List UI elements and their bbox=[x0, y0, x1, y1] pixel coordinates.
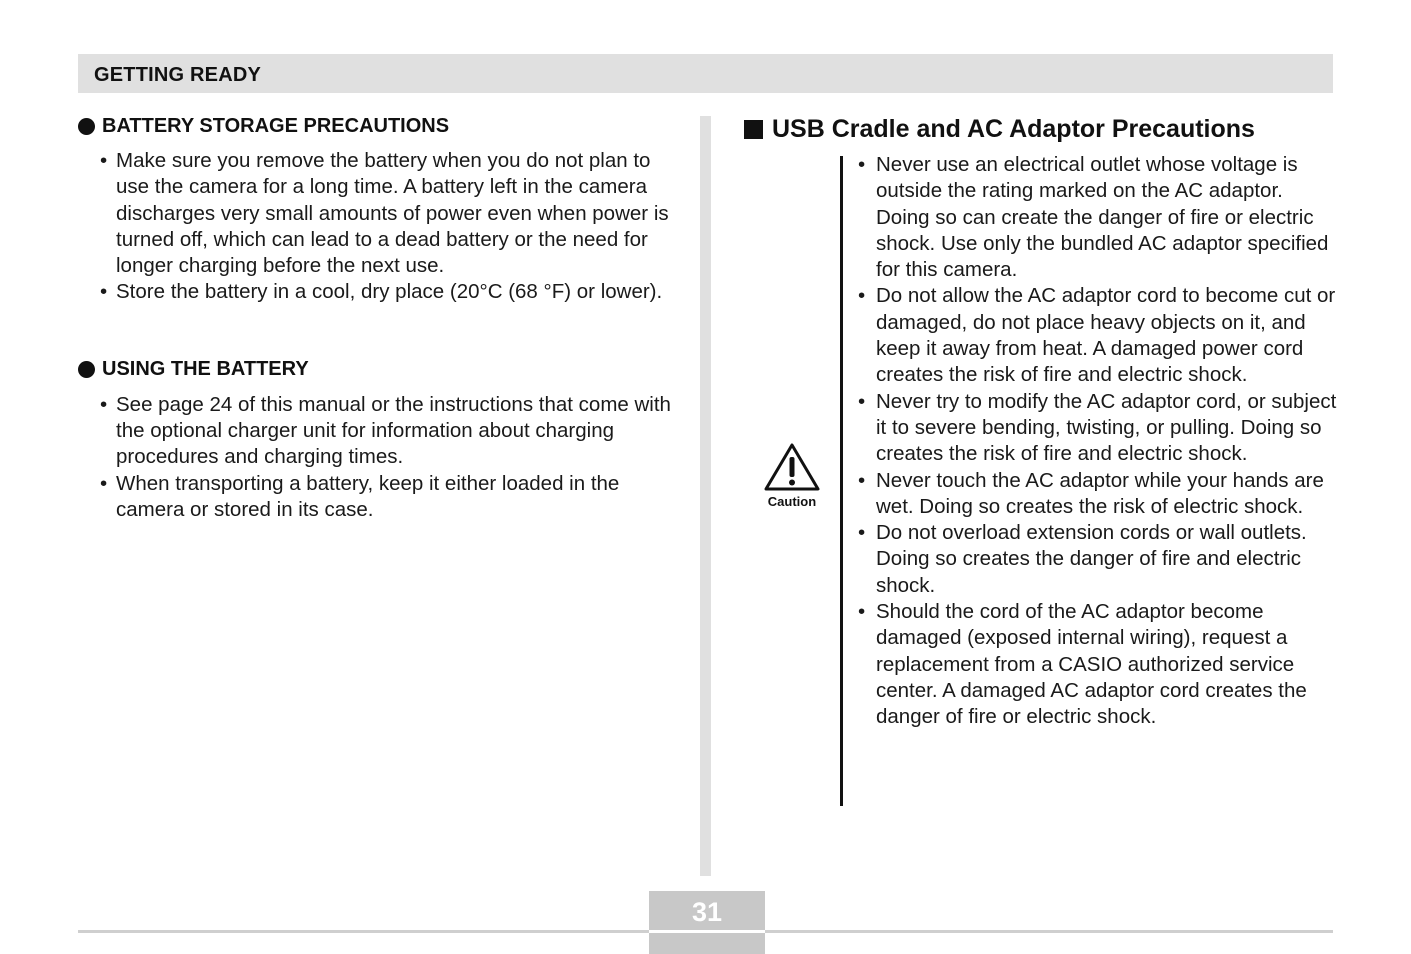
page-number-box bbox=[649, 891, 765, 954]
list-item: • Make sure you remove the battery when you do not plan to use the camera for a long time. A battery left in the camera discharges very small amounts of power even when power is turned off, which can lead to a dead battery or the need for longer charging before the next use. bbox=[100, 149, 669, 278]
warning-triangle-icon bbox=[763, 442, 821, 492]
bullet-icon: • bbox=[100, 471, 108, 495]
heading-text: USB Cradle and AC Adaptor Precautions bbox=[772, 114, 1255, 143]
list-item: • See page 24 of this manual or the instructions that come with the optional charger unit for information about charging procedures and charging times. bbox=[100, 392, 671, 469]
bullet-icon: • bbox=[858, 521, 866, 545]
bullet-icon: • bbox=[100, 280, 108, 304]
bullet-icon: • bbox=[858, 153, 866, 176]
filled-square-icon bbox=[744, 120, 763, 139]
using-battery-list bbox=[78, 392, 678, 523]
list-item: • Never try to modify the AC adaptor cord, or subject it to severe bending, twisting, or pulling. Doing so creates the risk of fire and electric shock. bbox=[858, 389, 1337, 466]
usb-cradle-list-container bbox=[858, 152, 1338, 731]
caution-label: Caution bbox=[767, 494, 817, 509]
list-item: • Never use an electrical outlet whose voltage is outside the rating marked on the AC adaptor. Doing so can create the danger of fire or electric shock. Use only the bundled AC adaptor specified for this camera. bbox=[858, 153, 1329, 282]
bullet-icon: • bbox=[858, 468, 866, 492]
list-item: • Should the cord of the AC adaptor become damaged (exposed internal wiring), request a replacement from a CASIO authorized service center. A damaged AC adaptor cord creates the danger of fire or electric shock. bbox=[858, 600, 1307, 729]
list-item: • Store the battery in a cool, dry place (20°C (68 °F) or lower). bbox=[78, 279, 678, 305]
caution-rule bbox=[840, 156, 843, 806]
column-divider bbox=[700, 116, 711, 876]
section-title: GETTING READY bbox=[94, 64, 262, 86]
battery-storage-section bbox=[78, 112, 678, 306]
list-item: • Do not overload extension cords or wall outlets. Doing so creates the danger of fire and electric shock. bbox=[858, 521, 1307, 597]
usb-cradle-list bbox=[858, 152, 1338, 731]
filled-circle-icon bbox=[78, 361, 95, 378]
battery-storage-list bbox=[78, 148, 678, 306]
list-item: • Never touch the AC adaptor while your hands are wet. Doing so creates the risk of electric shock. bbox=[858, 468, 1324, 518]
bullet-icon: • bbox=[858, 600, 866, 624]
caution-marker bbox=[760, 442, 824, 509]
left-column bbox=[78, 112, 678, 523]
list-item: • Do not allow the AC adaptor cord to become cut or damaged, do not place heavy objects on it, and keep it away from heat. A damaged power cord creates the risk of fire and electric shock. bbox=[858, 284, 1336, 387]
bullet-icon: • bbox=[100, 149, 108, 172]
section-header-bar bbox=[78, 54, 1333, 93]
list-item: • When transporting a battery, keep it either loaded in the camera or stored in its case. bbox=[100, 471, 620, 521]
bullet-icon: • bbox=[858, 284, 866, 308]
heading-text: USING THE BATTERY bbox=[102, 358, 309, 381]
heading-text: BATTERY STORAGE PRECAUTIONS bbox=[102, 114, 450, 137]
page-number: 31 bbox=[691, 897, 723, 927]
bullet-icon: • bbox=[100, 392, 108, 416]
battery-storage-heading bbox=[78, 112, 678, 140]
using-battery-section bbox=[78, 356, 678, 523]
usb-cradle-heading bbox=[744, 113, 1255, 145]
bullet-icon: • bbox=[858, 389, 866, 413]
filled-circle-icon bbox=[78, 118, 95, 135]
page-box-separator bbox=[649, 930, 765, 933]
using-battery-heading bbox=[78, 356, 678, 384]
